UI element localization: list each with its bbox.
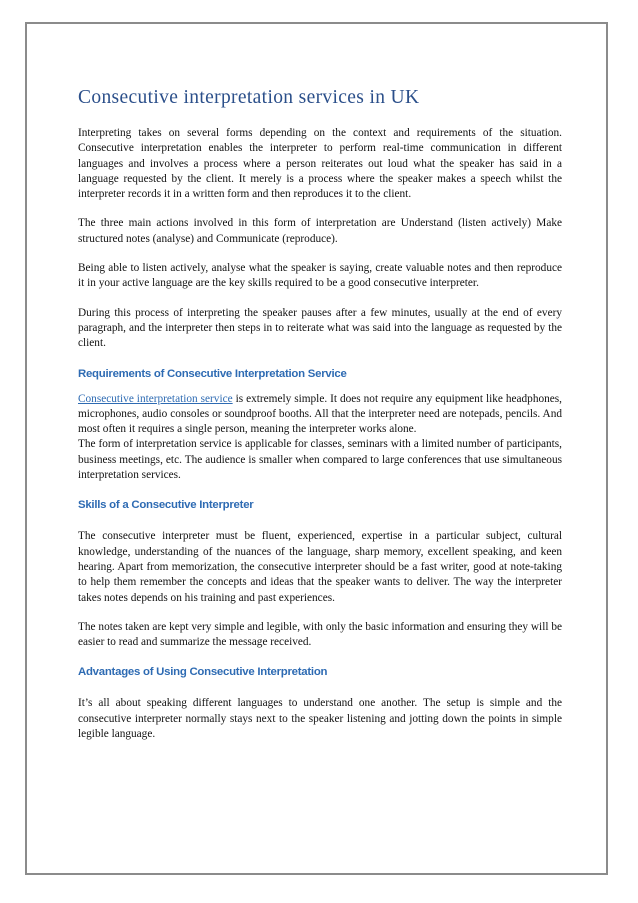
advantages-heading: Advantages of Using Consecutive Interpretation bbox=[78, 666, 328, 679]
page-title: Consecutive interpretation services in UK bbox=[78, 87, 420, 108]
requirements-paragraph-1-text: is extremely simple. It does not require any equipment like headphones, microphones, audio consoles or soundproof booths. All that the interpreter need are notepads, pencils. And most often it requires a single person, meaning the interpreter works alone. bbox=[78, 392, 562, 436]
requirements-paragraph-1 bbox=[78, 392, 562, 438]
intro-paragraph-2: The three main actions involved in this form of interpretation are Understand (listen actively) Make structured notes (analyse) and Communicate (reproduce). bbox=[78, 217, 562, 245]
skills-paragraph-1: The consecutive interpreter must be fluent, experienced, expertise in a particular subject, cultural knowledge, understanding of the nuances of the language, sharp memory, excellent speaking, and keen hearing. Apart from memorization, the consecutive interpreter should be a fast writer, good at note-taking to help them remember the concepts and ideas that the speaker wants to deliver. The way the interpreter takes notes depends on his training and past experiences. bbox=[78, 530, 562, 604]
advantages-paragraph-1: It’s all about speaking different languages to understand one another. The setup is simple and the consecutive interpreter normally stays next to the speaker listening and jotting down the points in simple legible language. bbox=[78, 697, 562, 741]
intro-paragraph-1: Interpreting takes on several forms depending on the context and requirements of the situation. Consecutive interpretation enables the interpreter to perform real-time communication in different languages and involves a process where a person reiterates out loud what the speaker has said in a language requested by the client. It merely is a process where the speaker makes a speech whilst the interpreter records it in a written form and then reproduces it to the client. bbox=[78, 127, 562, 201]
requirements-heading: Requirements of Consecutive Interpretation Service bbox=[78, 367, 347, 380]
requirements-paragraph-2: The form of interpretation service is applicable for classes, seminars with a limited number of participants, business meetings, etc. The audience is smaller when compared to large conferences that use simultaneous interpretation services. bbox=[78, 438, 562, 482]
intro-paragraph-3: Being able to listen actively, analyse what the speaker is saying, create valuable notes and then reproduce it in your active language are the key skills required to be a good consecutive interpreter. bbox=[78, 262, 562, 290]
consecutive-interpretation-service-link[interactable]: Consecutive interpretation service bbox=[78, 392, 233, 405]
skills-paragraph-2: The notes taken are kept very simple and legible, with only the basic information and ensuring they will be easier to read and summarize the message received. bbox=[78, 620, 562, 649]
skills-heading: Skills of a Consecutive Interpreter bbox=[78, 499, 254, 512]
intro-paragraph-4: During this process of interpreting the speaker pauses after a few minutes, usually at the end of every paragraph, and the interpreter then steps in to reiterate what was said into the language as requested by the client. bbox=[78, 306, 562, 350]
document-body bbox=[78, 85, 562, 756]
